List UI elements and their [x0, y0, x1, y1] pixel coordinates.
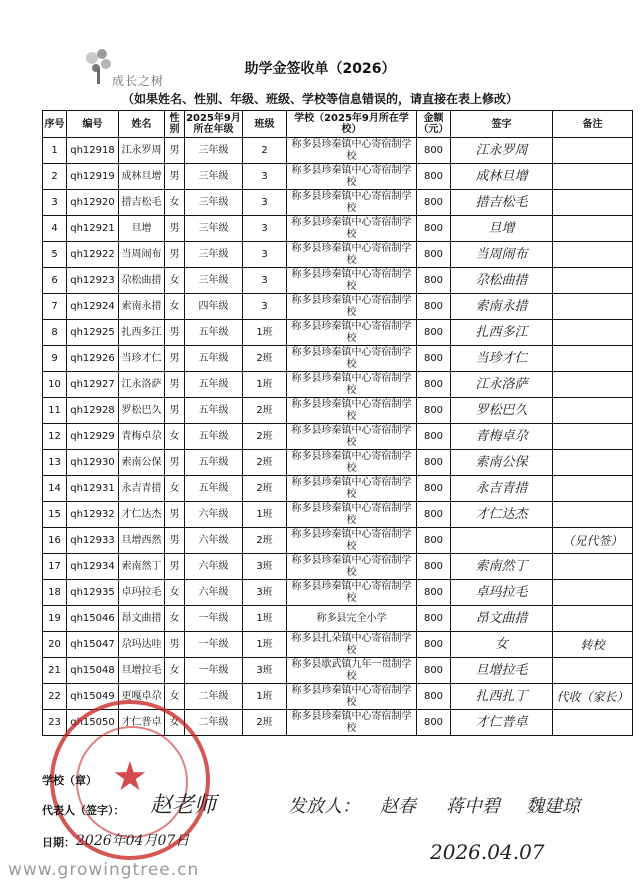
cell-name: 才仁普卓: [119, 710, 165, 736]
cell-code: qh15046: [67, 606, 119, 632]
cell-school: 称多县珍秦镇中心寄宿制学校: [287, 242, 417, 268]
cell-signature: 旦增: [451, 216, 553, 242]
cell-amount: 800: [417, 268, 451, 294]
cell-class: 3: [243, 216, 287, 242]
cell-school: 称多县珍秦镇中心寄宿制学校: [287, 476, 417, 502]
header-name: 姓名: [119, 111, 165, 138]
cell-grade: 三年级: [185, 268, 243, 294]
cell-remark: [553, 554, 633, 580]
cell-code: qh12929: [67, 424, 119, 450]
cell-code: qh15050: [67, 710, 119, 736]
cell-amount: 800: [417, 502, 451, 528]
cell-name: 更嘎卓尕: [119, 684, 165, 710]
cell-remark: [553, 216, 633, 242]
header-school: 学校（2025年9月所在学校）: [287, 111, 417, 138]
cell-remark: [553, 476, 633, 502]
cell-grade: 五年级: [185, 476, 243, 502]
cell-signature: 才仁普卓: [451, 710, 553, 736]
cell-amount: 800: [417, 684, 451, 710]
cell-code: qh12935: [67, 580, 119, 606]
cell-school: 称多县珍秦镇中心寄宿制学校: [287, 684, 417, 710]
header-gender: 性别: [165, 111, 185, 138]
cell-name: 永吉青措: [119, 476, 165, 502]
cell-class: 3: [243, 190, 287, 216]
cell-gender: 男: [165, 528, 185, 554]
cell-code: qh12920: [67, 190, 119, 216]
cell-code: qh12921: [67, 216, 119, 242]
cell-class: 1班: [243, 684, 287, 710]
cell-code: qh15049: [67, 684, 119, 710]
cell-school: 称多县扎朵镇中心寄宿制学校: [287, 632, 417, 658]
cell-class: 2班: [243, 476, 287, 502]
cell-grade: 五年级: [185, 424, 243, 450]
cell-school: 称多县珍秦镇中心寄宿制学校: [287, 424, 417, 450]
table-row: [43, 502, 633, 528]
cell-gender: 女: [165, 580, 185, 606]
cell-amount: 800: [417, 164, 451, 190]
table-row: [43, 424, 633, 450]
cell-seq: 8: [43, 320, 67, 346]
cell-remark: [553, 372, 633, 398]
cell-school: 称多县珍秦镇中心寄宿制学校: [287, 580, 417, 606]
cell-signature: 成林旦增: [451, 164, 553, 190]
cell-amount: 800: [417, 320, 451, 346]
cell-school: 称多县珍秦镇中心寄宿制学校: [287, 320, 417, 346]
cell-code: qh12928: [67, 398, 119, 424]
website-url[interactable]: www.growingtree.cn: [8, 860, 200, 880]
cell-code: qh12925: [67, 320, 119, 346]
cell-remark: [553, 138, 633, 164]
cell-class: 2: [243, 138, 287, 164]
handwritten-date: 2026.04.07: [430, 840, 545, 864]
cell-school: 称多县珍秦镇中心寄宿制学校: [287, 268, 417, 294]
cell-amount: 800: [417, 242, 451, 268]
cell-signature: 旦增拉毛: [451, 658, 553, 684]
table-row: [43, 216, 633, 242]
receipt-table: [42, 110, 633, 736]
cell-class: 3班: [243, 580, 287, 606]
table-row: [43, 632, 633, 658]
cell-gender: 男: [165, 164, 185, 190]
cell-gender: 男: [165, 138, 185, 164]
cell-signature: 索南公保: [451, 450, 553, 476]
cell-gender: 女: [165, 294, 185, 320]
cell-seq: 4: [43, 216, 67, 242]
cell-code: qh15048: [67, 658, 119, 684]
table-row: [43, 606, 633, 632]
cell-code: qh12922: [67, 242, 119, 268]
rep-signature-2: 发放人：: [288, 796, 360, 817]
cell-school: 称多县珍秦镇中心寄宿制学校: [287, 528, 417, 554]
cell-grade: 一年级: [185, 658, 243, 684]
cell-remark: [553, 398, 633, 424]
cell-class: 3: [243, 164, 287, 190]
table-row: [43, 294, 633, 320]
cell-grade: 六年级: [185, 580, 243, 606]
cell-signature: 永吉青措: [451, 476, 553, 502]
table-row: [43, 398, 633, 424]
cell-seq: 5: [43, 242, 67, 268]
logo-text: 成长之树: [112, 74, 165, 88]
cell-seq: 17: [43, 554, 67, 580]
cell-grade: 六年级: [185, 554, 243, 580]
cell-grade: 三年级: [185, 164, 243, 190]
date-label: 日期：: [42, 836, 75, 849]
header-code: 编号: [67, 111, 119, 138]
header-amount: 金额（元）: [417, 111, 451, 138]
cell-gender: 女: [165, 710, 185, 736]
table-row: [43, 658, 633, 684]
cell-school: 称多县完全小学: [287, 606, 417, 632]
cell-gender: 女: [165, 268, 185, 294]
date-fill: 2026年04月07日: [76, 833, 190, 849]
cell-amount: 800: [417, 346, 451, 372]
cell-grade: 六年级: [185, 502, 243, 528]
cell-seq: 12: [43, 424, 67, 450]
cell-gender: 男: [165, 216, 185, 242]
cell-remark: [553, 450, 633, 476]
cell-name: 扎西多江: [119, 320, 165, 346]
cell-school: 称多县珍秦镇中心寄宿制学校: [287, 450, 417, 476]
cell-remark: [553, 190, 633, 216]
cell-remark: [553, 164, 633, 190]
cell-amount: 800: [417, 710, 451, 736]
table-row: [43, 372, 633, 398]
cell-grade: 四年级: [185, 294, 243, 320]
cell-signature: 尕松曲措: [451, 268, 553, 294]
cell-grade: 三年级: [185, 216, 243, 242]
cell-signature: 当珍才仁: [451, 346, 553, 372]
representative-label: 代表人（签字）：: [42, 804, 125, 817]
cell-seq: 21: [43, 658, 67, 684]
cell-seq: 10: [43, 372, 67, 398]
cell-gender: 男: [165, 502, 185, 528]
cell-amount: 800: [417, 216, 451, 242]
cell-seq: 16: [43, 528, 67, 554]
cell-grade: 三年级: [185, 190, 243, 216]
table-row: [43, 320, 633, 346]
table-row: [43, 580, 633, 606]
cell-remark: [553, 242, 633, 268]
cell-gender: 女: [165, 684, 185, 710]
cell-name: 青梅卓尕: [119, 424, 165, 450]
cell-seq: 3: [43, 190, 67, 216]
header-grade: 2025年9月所在年级: [185, 111, 243, 138]
cell-gender: 男: [165, 346, 185, 372]
cell-name: 昂文曲措: [119, 606, 165, 632]
cell-grade: 五年级: [185, 372, 243, 398]
cell-name: 卓玛拉毛: [119, 580, 165, 606]
header-seq: 序号: [43, 111, 67, 138]
table-row: [43, 190, 633, 216]
cell-class: 2班: [243, 424, 287, 450]
cell-name: 当周闹布: [119, 242, 165, 268]
cell-amount: 800: [417, 398, 451, 424]
cell-school: 称多县珍秦镇中心寄宿制学校: [287, 346, 417, 372]
cell-name: 成林旦增: [119, 164, 165, 190]
cell-class: 3: [243, 242, 287, 268]
cell-gender: 女: [165, 424, 185, 450]
cell-signature: [451, 528, 553, 554]
cell-code: qh12923: [67, 268, 119, 294]
cell-remark: （兄代签）: [553, 528, 633, 554]
page-title: 助学金签收单（2026）: [244, 61, 396, 77]
cell-class: 1班: [243, 320, 287, 346]
rep-signature-3: 赵春: [380, 796, 416, 817]
cell-seq: 23: [43, 710, 67, 736]
cell-grade: 五年级: [185, 320, 243, 346]
cell-remark: 转校: [553, 632, 633, 658]
cell-class: 3: [243, 294, 287, 320]
cell-signature: 索南然丁: [451, 554, 553, 580]
cell-amount: 800: [417, 606, 451, 632]
cell-code: qh12919: [67, 164, 119, 190]
cell-remark: [553, 294, 633, 320]
table-header-row: [43, 111, 633, 138]
cell-name: 旦增西然: [119, 528, 165, 554]
cell-amount: 800: [417, 658, 451, 684]
table-row: [43, 164, 633, 190]
table-row: [43, 450, 633, 476]
cell-amount: 800: [417, 554, 451, 580]
cell-amount: 800: [417, 138, 451, 164]
cell-gender: 男: [165, 320, 185, 346]
cell-name: 尕松曲措: [119, 268, 165, 294]
cell-signature: 扎西扎丁: [451, 684, 553, 710]
cell-signature: 当周闹布: [451, 242, 553, 268]
cell-code: qh12926: [67, 346, 119, 372]
cell-class: 2班: [243, 398, 287, 424]
cell-school: 称多县珍秦镇中心寄宿制学校: [287, 710, 417, 736]
cell-signature: 女: [451, 632, 553, 658]
cell-school: 称多县珍秦镇中心寄宿制学校: [287, 372, 417, 398]
cell-remark: [553, 658, 633, 684]
cell-code: qh12931: [67, 476, 119, 502]
rep-signature-4: 蒋中碧: [446, 796, 500, 817]
cell-seq: 9: [43, 346, 67, 372]
cell-remark: [553, 346, 633, 372]
cell-name: 旦增: [119, 216, 165, 242]
cell-remark: [553, 268, 633, 294]
cell-gender: 女: [165, 476, 185, 502]
cell-seq: 11: [43, 398, 67, 424]
cell-name: 江永罗周: [119, 138, 165, 164]
cell-gender: 男: [165, 372, 185, 398]
cell-signature: 措吉松毛: [451, 190, 553, 216]
cell-name: 措吉松毛: [119, 190, 165, 216]
cell-grade: 五年级: [185, 450, 243, 476]
cell-seq: 22: [43, 684, 67, 710]
cell-gender: 女: [165, 190, 185, 216]
cell-grade: 三年级: [185, 242, 243, 268]
cell-name: 索南永措: [119, 294, 165, 320]
cell-seq: 19: [43, 606, 67, 632]
cell-signature: 罗松巴久: [451, 398, 553, 424]
cell-amount: 800: [417, 372, 451, 398]
cell-remark: [553, 710, 633, 736]
cell-seq: 7: [43, 294, 67, 320]
cell-school: 称多县珍秦镇中心寄宿制学校: [287, 164, 417, 190]
cell-amount: 800: [417, 528, 451, 554]
cell-class: 2班: [243, 346, 287, 372]
school-seal-label: 学校（章）: [42, 774, 97, 787]
cell-grade: 五年级: [185, 346, 243, 372]
cell-code: qh12933: [67, 528, 119, 554]
cell-grade: 一年级: [185, 632, 243, 658]
cell-seq: 1: [43, 138, 67, 164]
cell-amount: 800: [417, 424, 451, 450]
header-signature: 签字: [451, 111, 553, 138]
header-remark: 备注: [553, 111, 633, 138]
cell-school: 称多县珍秦镇中心寄宿制学校: [287, 294, 417, 320]
cell-remark: [553, 580, 633, 606]
cell-class: 1班: [243, 372, 287, 398]
cell-code: qh12932: [67, 502, 119, 528]
cell-code: qh12930: [67, 450, 119, 476]
cell-seq: 2: [43, 164, 67, 190]
cell-gender: 男: [165, 398, 185, 424]
cell-class: 2班: [243, 528, 287, 554]
cell-gender: 男: [165, 632, 185, 658]
cell-gender: 男: [165, 554, 185, 580]
cell-seq: 14: [43, 476, 67, 502]
cell-name: 罗松巴久: [119, 398, 165, 424]
cell-class: 3: [243, 268, 287, 294]
cell-amount: 800: [417, 476, 451, 502]
cell-code: qh15047: [67, 632, 119, 658]
seal-star-icon: ★: [112, 754, 148, 800]
cell-name: 索南然丁: [119, 554, 165, 580]
cell-grade: 三年级: [185, 138, 243, 164]
cell-remark: [553, 502, 633, 528]
cell-school: 称多县珍秦镇中心寄宿制学校: [287, 138, 417, 164]
cell-seq: 18: [43, 580, 67, 606]
table-row: [43, 346, 633, 372]
cell-school: 称多县珍秦镇中心寄宿制学校: [287, 190, 417, 216]
cell-signature: 索南永措: [451, 294, 553, 320]
cell-signature: 青梅卓尕: [451, 424, 553, 450]
cell-amount: 800: [417, 580, 451, 606]
cell-school: 称多县珍秦镇中心寄宿制学校: [287, 398, 417, 424]
rep-signature-5: 魏建琼: [526, 796, 580, 817]
table-row: [43, 476, 633, 502]
cell-class: 3班: [243, 658, 287, 684]
cell-seq: 20: [43, 632, 67, 658]
cell-signature: 昂文曲措: [451, 606, 553, 632]
cell-gender: 女: [165, 606, 185, 632]
cell-name: 尕玛达哇: [119, 632, 165, 658]
cell-name: 当珍才仁: [119, 346, 165, 372]
cell-class: 1班: [243, 502, 287, 528]
cell-name: 索南公保: [119, 450, 165, 476]
cell-grade: 一年级: [185, 606, 243, 632]
cell-code: qh12924: [67, 294, 119, 320]
table-row: [43, 138, 633, 164]
cell-class: 2班: [243, 450, 287, 476]
cell-code: qh12927: [67, 372, 119, 398]
cell-school: 称多县歇武镇九年一贯制学校: [287, 658, 417, 684]
cell-remark: 代收（家长）: [553, 684, 633, 710]
cell-grade: 二年级: [185, 684, 243, 710]
cell-gender: 女: [165, 658, 185, 684]
cell-amount: 800: [417, 450, 451, 476]
cell-class: 1班: [243, 606, 287, 632]
cell-signature: 扎西多江: [451, 320, 553, 346]
header-class: 班级: [243, 111, 287, 138]
table-row: [43, 268, 633, 294]
cell-signature: 卓玛拉毛: [451, 580, 553, 606]
cell-amount: 800: [417, 190, 451, 216]
cell-gender: 男: [165, 450, 185, 476]
cell-amount: 800: [417, 294, 451, 320]
cell-grade: 六年级: [185, 528, 243, 554]
cell-grade: 五年级: [185, 398, 243, 424]
cell-signature: 江永洛萨: [451, 372, 553, 398]
cell-grade: 二年级: [185, 710, 243, 736]
cell-signature: 江永罗周: [451, 138, 553, 164]
instruction-note: （如果姓名、性别、年级、班级、学校等信息错误的，请直接在表上修改）: [121, 92, 518, 106]
cell-name: 旦增拉毛: [119, 658, 165, 684]
cell-gender: 男: [165, 242, 185, 268]
cell-seq: 6: [43, 268, 67, 294]
rep-signature-1: 赵老师: [150, 793, 217, 818]
cell-school: 称多县珍秦镇中心寄宿制学校: [287, 502, 417, 528]
cell-remark: [553, 606, 633, 632]
cell-class: 1班: [243, 632, 287, 658]
cell-amount: 800: [417, 632, 451, 658]
cell-school: 称多县珍秦镇中心寄宿制学校: [287, 554, 417, 580]
footer-url-bar: [0, 858, 640, 883]
cell-class: 3班: [243, 554, 287, 580]
cell-signature: 才仁达杰: [451, 502, 553, 528]
table-row: [43, 242, 633, 268]
cell-remark: [553, 320, 633, 346]
cell-code: qh12934: [67, 554, 119, 580]
cell-seq: 15: [43, 502, 67, 528]
cell-class: 2班: [243, 710, 287, 736]
cell-code: qh12918: [67, 138, 119, 164]
table-row: [43, 528, 633, 554]
cell-school: 称多县珍秦镇中心寄宿制学校: [287, 216, 417, 242]
table-row: [43, 554, 633, 580]
cell-remark: [553, 424, 633, 450]
cell-name: 才仁达杰: [119, 502, 165, 528]
cell-seq: 13: [43, 450, 67, 476]
cell-name: 江永洛萨: [119, 372, 165, 398]
